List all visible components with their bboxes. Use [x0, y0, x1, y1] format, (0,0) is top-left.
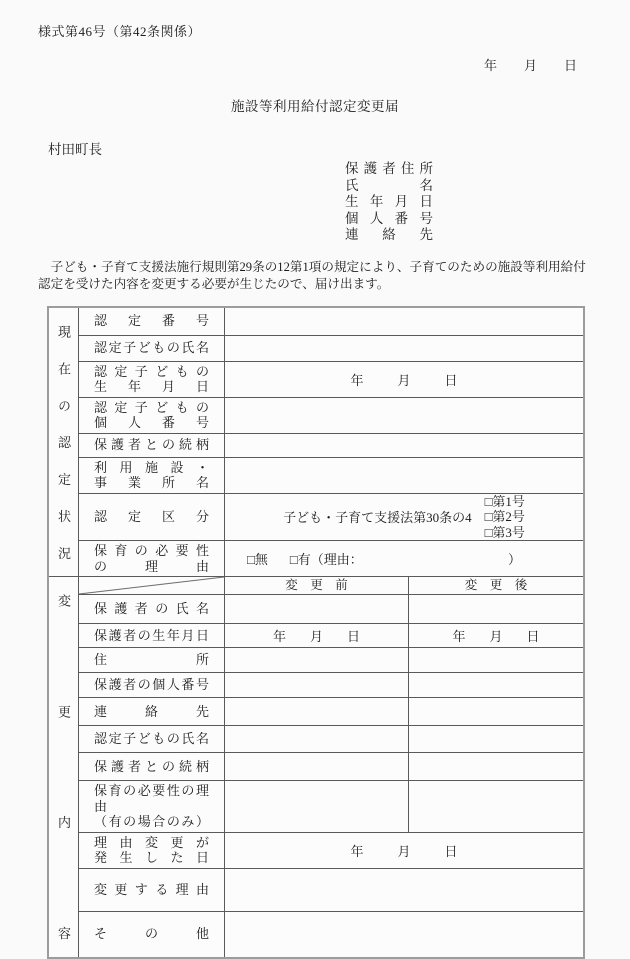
name-label: 氏名 [345, 177, 433, 193]
year-label: 年 [452, 629, 466, 644]
month-label: 月 [523, 58, 537, 73]
childcare-reason-label-line1: 保育の必要性の理由 [94, 783, 209, 814]
guardian-address-label: 保護者住所 [345, 161, 433, 176]
cert-number-field [225, 308, 583, 335]
checkbox-option-yes: □有（理由： [289, 552, 363, 567]
closing-paren: ） [507, 552, 521, 567]
child-birthdate-label-line1: 認定子どもの [94, 363, 209, 379]
checkbox-option-no2: □第2号 [484, 509, 525, 524]
year-label: 年 [350, 372, 364, 388]
childcare-need-label-line2: の理由 [94, 558, 209, 574]
row-child-name [79, 335, 583, 361]
current-status-section [49, 308, 583, 577]
row-child-personal-number [79, 397, 583, 433]
row-guardian-name [79, 594, 583, 623]
childcare-need-label-line1: 保育の必要性 [94, 543, 209, 558]
contact-before-field [225, 698, 409, 725]
child-personal-number-field [225, 398, 583, 433]
address-label: 住所 [94, 652, 209, 668]
submission-date-blank [0, 55, 577, 74]
row-guardian-personal-number [79, 672, 583, 697]
childcare-need-field [225, 541, 583, 576]
guardian-birthdate-after-field [409, 624, 583, 647]
checkbox-option-no1: □第1号 [484, 493, 525, 509]
change-child-name-before-field [225, 726, 409, 752]
day-label: 日 [563, 58, 577, 73]
change-date-label-line2: 発生した日 [94, 850, 209, 865]
cert-number-label: 認定番号 [94, 313, 209, 329]
row-guardian-birthdate [79, 623, 583, 647]
checkbox-option-none: □無 [247, 552, 268, 567]
row-address [79, 647, 583, 672]
row-change-date [79, 832, 583, 868]
contact-label: 連絡先 [94, 703, 209, 719]
current-status-vertical-label: 現在の認定状況 [56, 324, 71, 559]
child-personal-number-label-line2: 個人番号 [94, 415, 209, 430]
applicant-fields [345, 161, 433, 244]
row-child-birthdate [79, 361, 583, 397]
facility-field [225, 458, 583, 493]
month-label: 月 [397, 843, 411, 859]
change-relationship-label: 保護者との続柄 [94, 758, 209, 774]
row-relationship [79, 433, 583, 457]
category-label: 認定区分 [94, 509, 209, 524]
form-number: 様式第46号（第42条関係） [38, 24, 202, 39]
child-name-label: 認定子どもの氏名 [94, 340, 209, 356]
before-column-header: 変 更 前 [225, 577, 409, 594]
guardian-personal-number-before-field [225, 673, 409, 697]
contact-label: 連絡先 [345, 227, 433, 242]
change-details-section [49, 576, 583, 957]
row-contact [79, 697, 583, 725]
other-label: その他 [94, 926, 209, 942]
month-label: 月 [489, 629, 503, 644]
day-label: 日 [444, 372, 458, 388]
guardian-name-label: 保護者の氏名 [94, 601, 209, 617]
row-other [79, 911, 583, 957]
current-status-vertical-column [49, 308, 79, 577]
child-personal-number-label-line1: 認定子どもの [94, 399, 209, 415]
birthdate-label: 生年月日 [345, 194, 433, 209]
after-column-header: 変 更 後 [464, 578, 528, 592]
day-label: 日 [444, 843, 458, 859]
change-reason-field [225, 869, 583, 911]
row-cert-number [79, 308, 583, 335]
category-options [485, 494, 525, 541]
category-law-text: 子ども・子育て支援法第30条の4 [283, 510, 472, 526]
day-label: 日 [526, 629, 540, 644]
checkbox-option-no3: □第3号 [484, 524, 525, 540]
change-child-name-after-field [409, 726, 583, 752]
change-details-vertical-column [49, 577, 79, 957]
row-change-relationship [79, 752, 583, 780]
form-title: 施設等利用給付認定変更届 [231, 99, 399, 114]
row-change-child-name [79, 725, 583, 752]
guardian-birthdate-before-field [225, 624, 409, 647]
change-relationship-after-field [409, 753, 583, 780]
day-label: 日 [347, 629, 361, 644]
declaration-text: 子ども・子育て支援法施行規則第29条の12第1項の規定により、子育てのための施設等利用給付認定を受けた内容を変更する必要が生じたので、届け出ます。 [38, 259, 586, 291]
row-change-header [79, 577, 583, 594]
addressee: 村田町長 [48, 142, 102, 157]
year-label: 年 [272, 629, 286, 644]
relationship-label: 保護者との続柄 [94, 437, 209, 453]
guardian-name-before-field [225, 595, 409, 623]
contact-after-field [409, 698, 583, 725]
guardian-personal-number-label: 保護者の個人番号 [94, 677, 209, 693]
childcare-reason-label-line2: （有の場合のみ） [94, 814, 209, 829]
facility-label-line1: 利用施設・ [94, 459, 209, 475]
year-label: 年 [483, 58, 497, 73]
facility-label-line2: 事業所名 [94, 475, 209, 490]
change-child-name-label: 認定子どもの氏名 [94, 731, 209, 747]
row-certification-category [79, 493, 583, 541]
child-birthdate-field [225, 362, 583, 397]
relationship-field [225, 434, 583, 457]
childcare-reason-before-field [225, 781, 409, 832]
month-label: 月 [397, 372, 411, 388]
change-reason-label: 変更する理由 [94, 881, 209, 897]
guardian-personal-number-after-field [409, 673, 583, 697]
month-label: 月 [309, 629, 323, 644]
other-field [225, 912, 583, 957]
certification-table [47, 306, 585, 959]
row-childcare-reason [79, 780, 583, 832]
child-birthdate-label-line2: 生年月日 [94, 379, 209, 394]
year-label: 年 [350, 843, 364, 859]
guardian-birthdate-label: 保護者の生年月日 [94, 627, 209, 643]
row-facility-name [79, 457, 583, 493]
child-name-field [225, 336, 583, 361]
change-relationship-before-field [225, 753, 409, 780]
row-childcare-need [79, 540, 583, 576]
change-details-vertical-label: 変更内容 [56, 594, 71, 940]
row-change-reason [79, 868, 583, 911]
diagonal-header-cell [79, 577, 225, 594]
personal-number-label: 個人番号 [345, 210, 433, 226]
category-field [225, 494, 583, 541]
address-after-field [409, 648, 583, 672]
guardian-name-after-field [409, 595, 583, 623]
change-date-label-line1: 理由変更が [94, 834, 209, 850]
address-before-field [225, 648, 409, 672]
childcare-reason-after-field [409, 781, 583, 832]
change-date-field [225, 833, 583, 868]
